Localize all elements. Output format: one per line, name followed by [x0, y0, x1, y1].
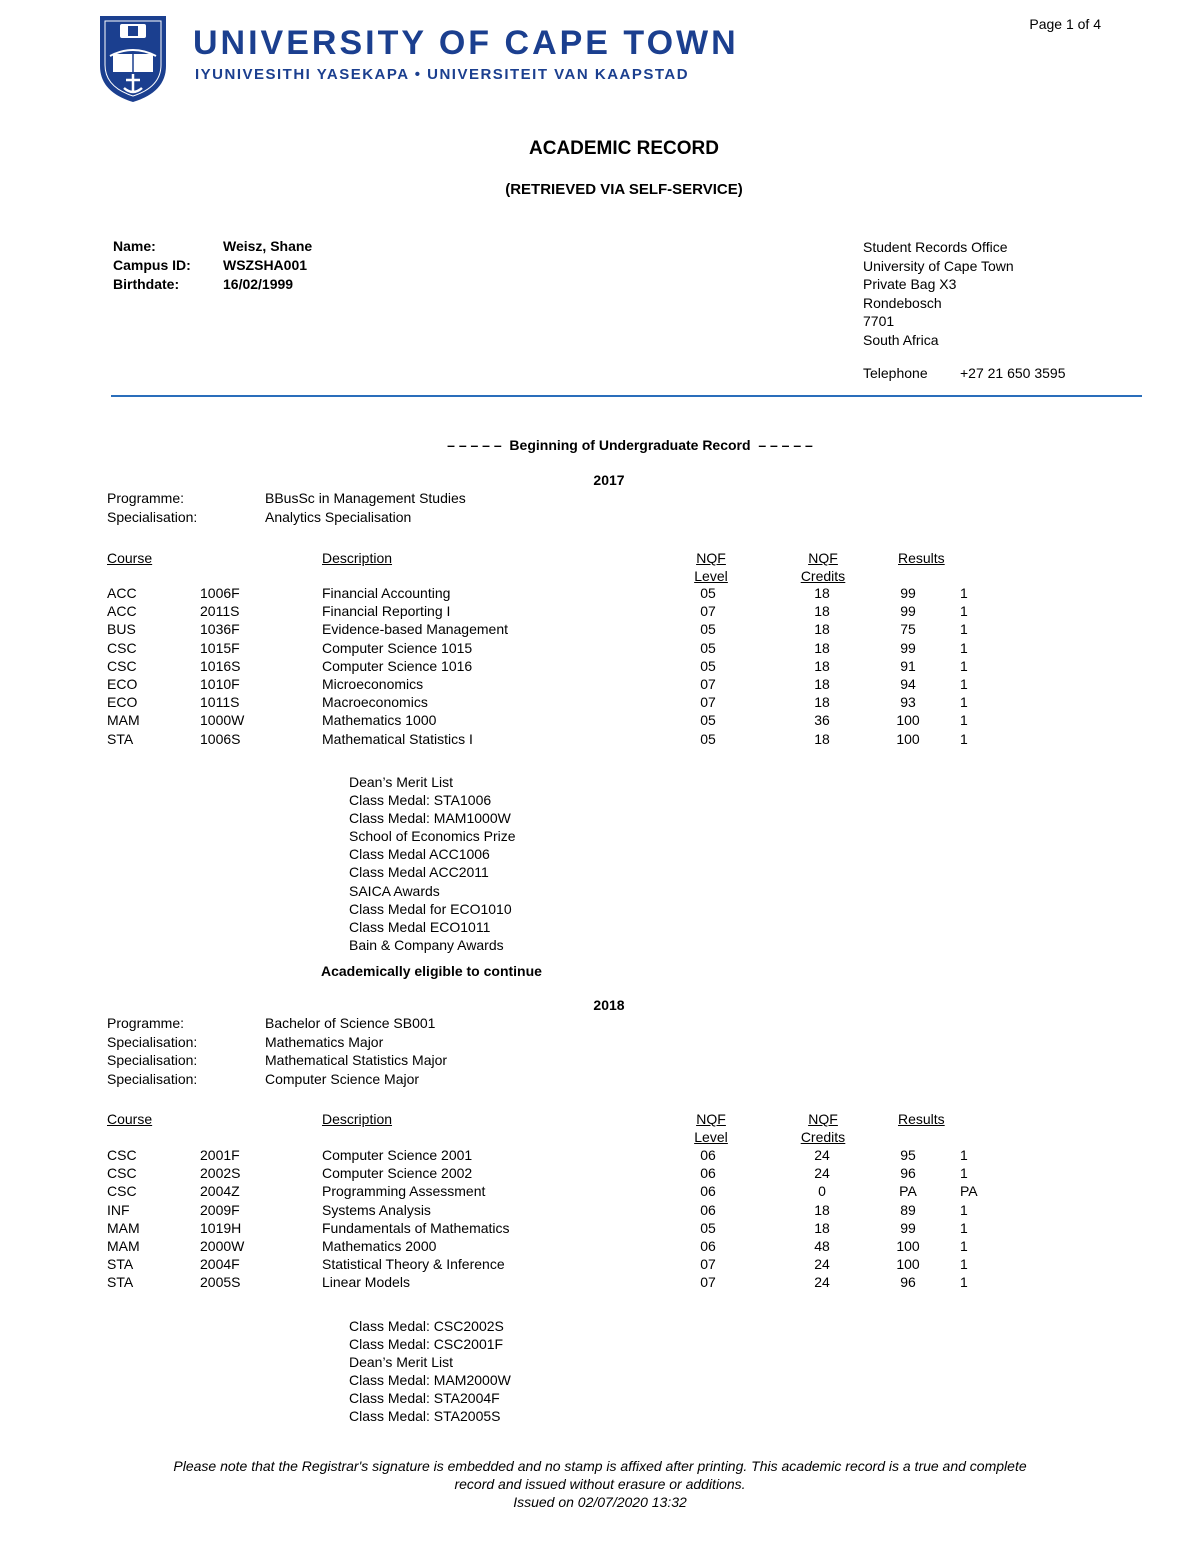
specialisation-row	[107, 1034, 447, 1053]
nqf-label: NQF	[808, 550, 838, 566]
course-subject: CSC	[107, 1147, 137, 1163]
academic-status: Academically eligible to continue	[321, 963, 542, 979]
nqf-credits-column-header	[798, 1110, 848, 1146]
course-result: 75	[900, 621, 916, 638]
page-number: Page 1 of 4	[1029, 16, 1101, 32]
table-row	[107, 585, 1007, 603]
address-line: 7701	[863, 313, 895, 329]
nqf-level: 06	[700, 1183, 716, 1200]
nqf-credits: 18	[814, 1201, 830, 1218]
nqf-credits: 18	[814, 603, 830, 620]
course-grade: 1	[960, 621, 968, 638]
course-number: 1011S	[200, 694, 240, 711]
nqf-credits: 48	[814, 1237, 830, 1254]
course-description: Fundamentals of Mathematics	[322, 1219, 510, 1236]
course-number: 1010F	[200, 675, 240, 692]
specialisation-value: Analytics Specialisation	[265, 508, 412, 525]
award-item: Class Medal for ECO1010	[349, 900, 512, 917]
table-row	[107, 694, 1007, 712]
awards-list-2017	[349, 773, 516, 954]
award-item: Class Medal ECO1011	[349, 918, 491, 935]
programme-block	[107, 490, 466, 527]
course-grade: 1	[960, 730, 968, 747]
specialisation-row	[107, 1071, 447, 1090]
course-number: 2004Z	[200, 1183, 240, 1200]
nqf-credits: 24	[814, 1147, 830, 1163]
programme-block	[107, 1015, 447, 1089]
course-description: Computer Science 1015	[322, 639, 473, 656]
nqf-level: 06	[700, 1237, 716, 1254]
course-number: 1019H	[200, 1219, 242, 1236]
course-subject: STA	[107, 1256, 134, 1273]
table-row	[107, 1183, 1007, 1201]
description-column-header: Description	[322, 1111, 393, 1127]
course-description: Computer Science 2001	[322, 1147, 473, 1163]
level-label: Level	[694, 1129, 728, 1145]
course-grade: 1	[960, 712, 968, 729]
student-info	[113, 238, 312, 295]
course-result: 99	[900, 1219, 916, 1236]
course-result: 99	[900, 603, 916, 620]
nqf-level: 06	[700, 1165, 716, 1182]
birthdate-row	[113, 276, 312, 295]
course-subject: STA	[107, 730, 134, 747]
student-name: Weisz, Shane	[223, 238, 313, 254]
name-row	[113, 238, 312, 257]
table-row	[107, 658, 1007, 676]
nqf-credits: 18	[814, 639, 830, 656]
address-line: Private Bag X3	[863, 276, 957, 292]
year-heading: 2018	[593, 997, 625, 1013]
award-item: Bain & Company Awards	[349, 936, 504, 953]
nqf-credits: 0	[818, 1183, 826, 1200]
level-label: Level	[694, 568, 728, 584]
course-subject: MAM	[107, 1219, 140, 1236]
address-line: South Africa	[863, 331, 939, 348]
nqf-credits: 18	[814, 657, 830, 674]
course-grade: 1	[960, 1165, 968, 1182]
programme-value: BBusSc in Management Studies	[265, 490, 466, 506]
credits-label: Credits	[800, 568, 846, 584]
nqf-credits: 18	[814, 1219, 830, 1236]
course-number: 2002S	[200, 1165, 241, 1182]
specialisation-value: Mathematical Statistics Major	[265, 1052, 448, 1068]
specialisation-row	[107, 509, 466, 528]
course-result: 95	[900, 1147, 916, 1163]
course-result: 100	[896, 730, 920, 747]
nqf-credits: 24	[814, 1256, 830, 1273]
course-result: 96	[900, 1274, 916, 1291]
footer-line: Please note that the Registrar's signature is embedded and no stamp is affixed after printing. This academic record is a true and complete	[173, 1458, 1027, 1474]
nqf-credits: 18	[814, 621, 830, 638]
course-number: 2000W	[200, 1237, 245, 1254]
name-label: Name:	[113, 238, 156, 254]
telephone-row	[863, 364, 1066, 383]
programme-row	[107, 1015, 447, 1034]
address-line: University of Cape Town	[863, 257, 1014, 274]
nqf-credits: 36	[814, 712, 830, 729]
award-item: Class Medal: STA2004F	[349, 1390, 500, 1407]
course-number: 2011S	[200, 603, 240, 620]
results-column-header: Results	[898, 550, 945, 566]
course-subject: MAM	[107, 712, 140, 729]
nqf-level: 05	[700, 585, 716, 601]
course-description: Statistical Theory & Inference	[322, 1256, 505, 1273]
course-subject: CSC	[107, 639, 137, 656]
table-row	[107, 1202, 1007, 1220]
university-name: UNIVERSITY OF CAPE TOWN	[193, 24, 739, 62]
course-grade: 1	[960, 1219, 968, 1236]
course-description: Programming Assessment	[322, 1183, 486, 1200]
course-number: 1036F	[200, 621, 240, 638]
course-table-header	[107, 1110, 1007, 1148]
course-description: Computer Science 1016	[322, 657, 473, 674]
course-grade: 1	[960, 1201, 968, 1218]
course-result: 94	[900, 675, 916, 692]
footer-line: record and issued without erasure or additions.	[454, 1476, 746, 1492]
award-item: School of Economics Prize	[349, 828, 516, 845]
course-number: 1006S	[200, 730, 241, 747]
campus-id-label: Campus ID:	[113, 257, 191, 273]
course-description: Mathematics 2000	[322, 1237, 437, 1254]
course-table-2017	[107, 585, 1007, 749]
course-description: Mathematics 1000	[322, 712, 437, 729]
course-subject: ECO	[107, 675, 138, 692]
nqf-level: 06	[700, 1147, 716, 1163]
award-item: SAICA Awards	[349, 882, 440, 899]
table-row	[107, 1256, 1007, 1274]
course-description: Financial Reporting I	[322, 603, 451, 620]
course-subject: ACC	[107, 585, 137, 601]
course-result: 99	[900, 585, 916, 601]
description-column-header: Description	[322, 550, 393, 566]
nqf-level: 07	[700, 603, 716, 620]
programme-label: Programme:	[107, 1015, 185, 1031]
course-number: 2001F	[200, 1147, 240, 1163]
specialisation-row	[107, 1052, 447, 1071]
document-subtitle: (RETRIEVED VIA SELF-SERVICE)	[505, 181, 743, 198]
course-subject: MAM	[107, 1237, 140, 1254]
course-description: Microeconomics	[322, 675, 424, 692]
course-result: 96	[900, 1165, 916, 1182]
awards-list-2018	[349, 1317, 511, 1426]
nqf-level-column-header	[691, 1110, 731, 1146]
course-number: 1000W	[200, 712, 245, 729]
nqf-level: 07	[700, 675, 716, 692]
course-grade: 1	[960, 657, 968, 674]
course-number: 2009F	[200, 1201, 240, 1218]
course-description: Evidence-based Management	[322, 621, 509, 638]
nqf-level: 05	[700, 1219, 716, 1236]
header-divider	[111, 395, 1142, 397]
nqf-level: 05	[700, 730, 716, 747]
award-item: Dean’s Merit List	[349, 774, 454, 790]
table-row	[107, 1165, 1007, 1183]
table-row	[107, 1238, 1007, 1256]
course-column-header: Course	[107, 550, 153, 566]
award-item: Class Medal: STA1006	[349, 792, 492, 809]
telephone-label: Telephone	[863, 365, 928, 381]
results-column-header: Results	[898, 1111, 945, 1127]
course-result: 99	[900, 639, 916, 656]
campus-id: WSZSHA001	[223, 257, 308, 273]
nqf-level: 06	[700, 1201, 716, 1218]
course-subject: CSC	[107, 1183, 137, 1200]
course-grade: 1	[960, 1274, 968, 1291]
course-result: 89	[900, 1201, 916, 1218]
uct-crest-logo	[98, 14, 168, 104]
nqf-credits: 18	[814, 730, 830, 747]
table-row	[107, 640, 1007, 658]
course-description: Mathematical Statistics I	[322, 730, 473, 747]
course-description: Linear Models	[322, 1274, 410, 1291]
course-result: 100	[896, 712, 920, 729]
course-column-header: Course	[107, 1111, 153, 1127]
address-line: Rondebosch	[863, 294, 942, 311]
year-heading: 2017	[593, 472, 625, 488]
nqf-level: 05	[700, 639, 716, 656]
course-number: 2004F	[200, 1256, 240, 1273]
nqf-label: NQF	[696, 1111, 726, 1127]
university-subtitle: IYUNIVESITHI YASEKAPA • UNIVERSITEIT VAN KAAPSTAD	[195, 66, 690, 83]
course-subject: BUS	[107, 621, 136, 638]
course-result: 93	[900, 694, 916, 711]
course-description: Financial Accounting	[322, 585, 451, 601]
specialisation-value: Computer Science Major	[265, 1070, 420, 1087]
course-result: PA	[899, 1183, 917, 1200]
specialisation-label: Specialisation:	[107, 508, 198, 525]
nqf-credits: 18	[814, 694, 830, 711]
course-subject: CSC	[107, 657, 137, 674]
specialisation-label: Specialisation:	[107, 1052, 198, 1068]
table-row	[107, 1274, 1007, 1292]
footer-note	[100, 1457, 1100, 1511]
course-number: 1015F	[200, 639, 240, 656]
course-result: 100	[896, 1256, 920, 1273]
programme-value: Bachelor of Science SB001	[265, 1015, 436, 1031]
nqf-label: NQF	[696, 550, 726, 566]
table-row	[107, 603, 1007, 621]
award-item: Class Medal: CSC2002S	[349, 1318, 504, 1334]
course-description: Macroeconomics	[322, 694, 428, 711]
table-row	[107, 1220, 1007, 1238]
nqf-credits: 18	[814, 585, 830, 601]
address-line: Student Records Office	[863, 239, 1008, 255]
award-item: Class Medal: MAM2000W	[349, 1372, 511, 1389]
award-item: Class Medal: STA2005S	[349, 1408, 501, 1425]
nqf-label: NQF	[808, 1111, 838, 1127]
award-item: Class Medal: MAM1000W	[349, 810, 511, 827]
table-row	[107, 676, 1007, 694]
table-row	[107, 712, 1007, 730]
specialisation-value: Mathematics Major	[265, 1033, 384, 1050]
course-subject: ECO	[107, 694, 138, 711]
nqf-level: 05	[700, 712, 716, 729]
course-grade: PA	[960, 1183, 978, 1200]
course-table-2018	[107, 1147, 1007, 1293]
course-result: 100	[896, 1237, 920, 1254]
birthdate: 16/02/1999	[223, 276, 294, 292]
specialisation-label: Specialisation:	[107, 1070, 198, 1087]
credits-label: Credits	[800, 1129, 846, 1145]
course-grade: 1	[960, 603, 968, 620]
course-subject: STA	[107, 1274, 134, 1291]
birthdate-label: Birthdate:	[113, 276, 180, 292]
course-result: 91	[900, 657, 916, 674]
course-grade: 1	[960, 675, 968, 692]
nqf-level-column-header	[691, 549, 731, 585]
nqf-level: 07	[700, 1256, 716, 1273]
course-grade: 1	[960, 1147, 968, 1163]
award-item: Dean’s Merit List	[349, 1354, 454, 1371]
course-subject: INF	[107, 1201, 130, 1218]
office-address	[863, 238, 1066, 383]
programme-row	[107, 490, 466, 509]
course-description: Systems Analysis	[322, 1201, 431, 1218]
nqf-level: 05	[700, 621, 716, 638]
course-grade: 1	[960, 639, 968, 656]
nqf-credits: 24	[814, 1274, 830, 1291]
course-number: 1006F	[200, 585, 240, 601]
table-row	[107, 621, 1007, 639]
course-grade: 1	[960, 585, 968, 601]
nqf-credits: 24	[814, 1165, 830, 1182]
nqf-credits: 18	[814, 675, 830, 692]
nqf-level: 07	[700, 694, 716, 711]
table-row	[107, 1147, 1007, 1165]
telephone-number: +27 21 650 3595	[960, 365, 1066, 381]
course-table-header	[107, 549, 1007, 587]
course-number: 1016S	[200, 657, 241, 674]
campus-id-row	[113, 257, 312, 276]
award-item: Class Medal ACC2011	[349, 864, 489, 881]
award-item: Class Medal ACC1006	[349, 846, 490, 863]
course-description: Computer Science 2002	[322, 1165, 473, 1182]
course-subject: ACC	[107, 603, 137, 620]
table-row	[107, 731, 1007, 749]
document-title: ACADEMIC RECORD	[529, 138, 719, 159]
nqf-level: 05	[700, 657, 716, 674]
course-grade: 1	[960, 1256, 968, 1273]
record-begin-heading: – – – – – Beginning of Undergraduate Record – – – – –	[447, 437, 813, 453]
nqf-credits-column-header	[798, 549, 848, 585]
programme-label: Programme:	[107, 490, 185, 506]
nqf-level: 07	[700, 1274, 716, 1291]
course-grade: 1	[960, 694, 968, 711]
issued-date: Issued on 02/07/2020 13:32	[513, 1494, 687, 1510]
course-number: 2005S	[200, 1274, 241, 1291]
course-grade: 1	[960, 1237, 968, 1254]
award-item: Class Medal: CSC2001F	[349, 1336, 504, 1353]
specialisation-label: Specialisation:	[107, 1033, 198, 1050]
course-subject: CSC	[107, 1165, 137, 1182]
